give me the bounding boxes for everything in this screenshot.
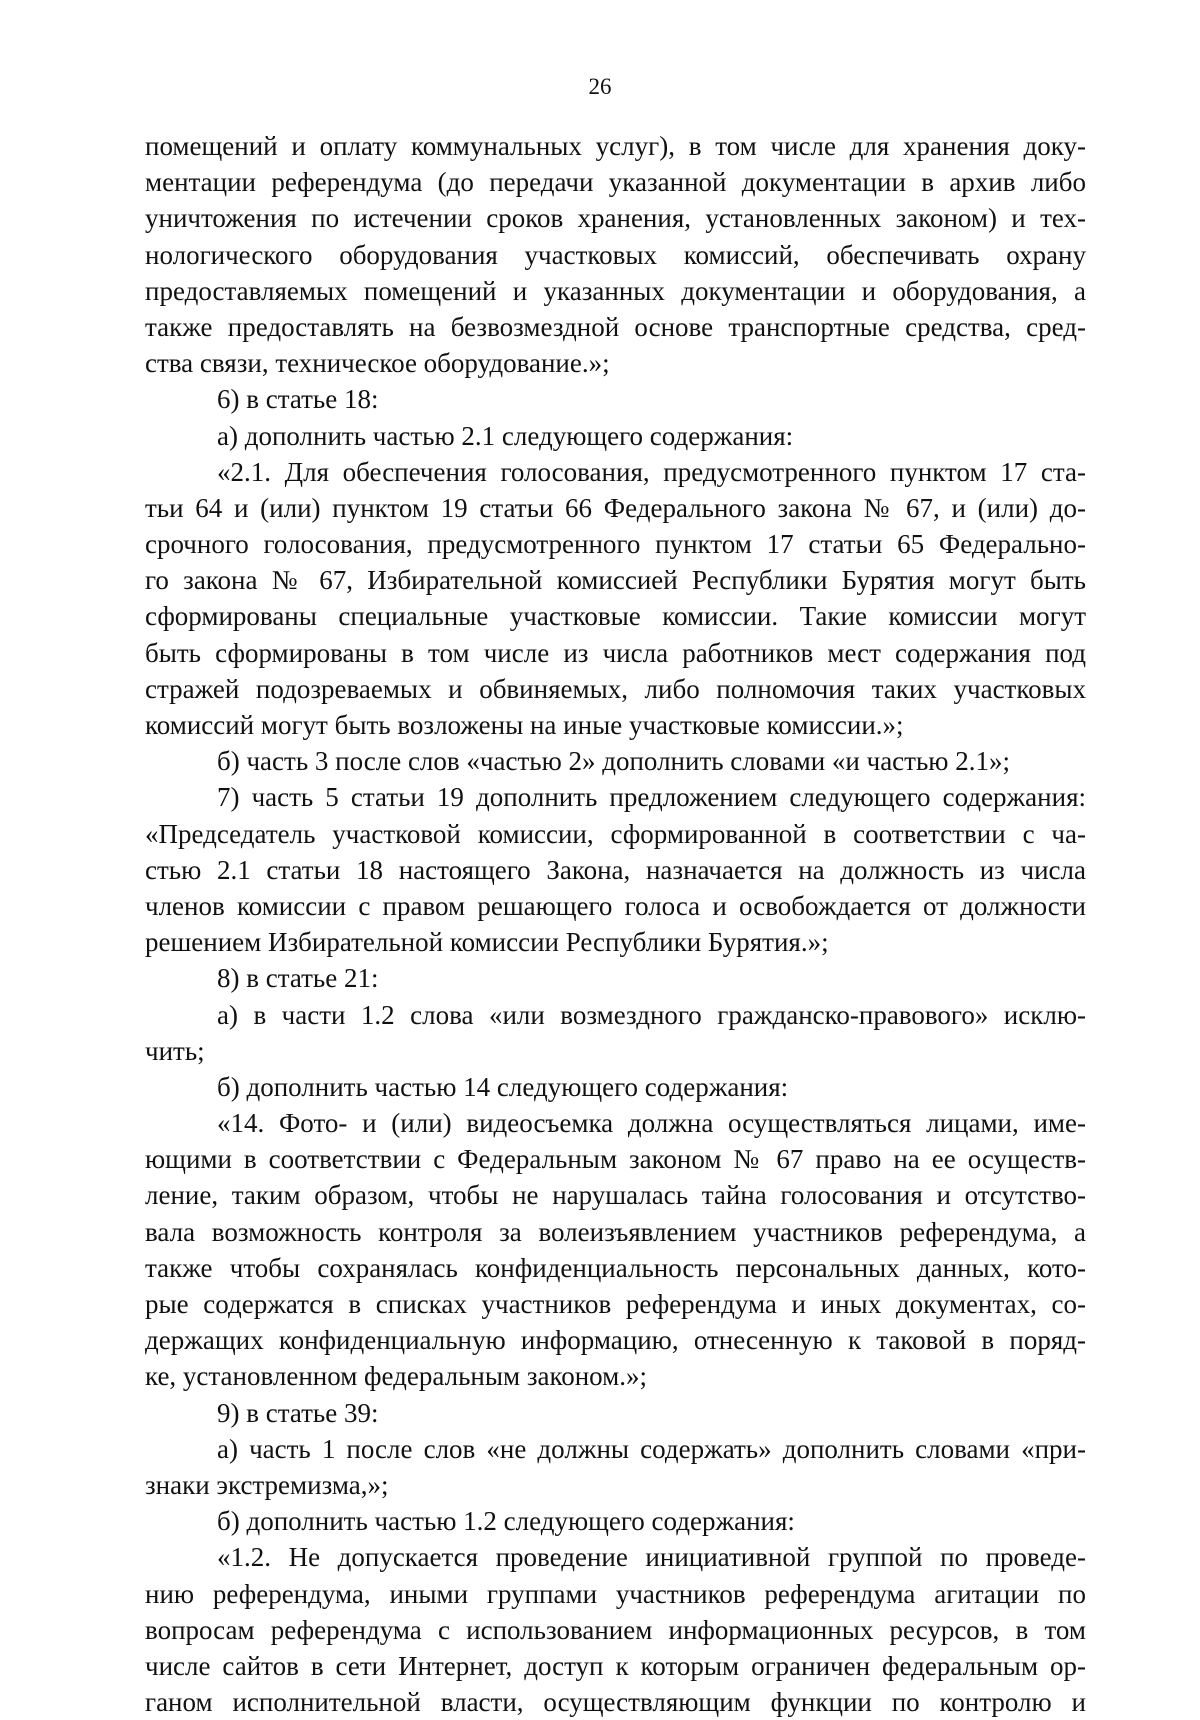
text-line: 7) часть 5 статьи 19 дополнить предложением следующего содержания: — [217, 782, 1086, 813]
text-line: знаки экстремизма,»; — [145, 1469, 389, 1500]
text-line: ганом исполнительной власти, осуществляющим функции по контролю и — [145, 1687, 1086, 1718]
text-line: ке, установленном федеральным законом.»; — [145, 1361, 647, 1392]
text-line: также предоставлять на безвозмездной основе транспортные средства, сред- — [145, 311, 1086, 342]
text-line: а) в части 1.2 слова «или возмездного гражданско-правового» исклю- — [217, 999, 1086, 1030]
text-line: вала возможность контроля за волеизъявлением участников референдума, а — [145, 1216, 1086, 1247]
text-line: а) дополнить частью 2.1 следующего содержания: — [217, 420, 794, 451]
text-line: 9) в статье 39: — [217, 1397, 379, 1428]
page-number: 26 — [588, 74, 612, 99]
text-line: срочного голосования, предусмотренного пунктом 17 статьи 65 Федерально- — [145, 529, 1086, 560]
text-line: «1.2. Не допускается проведение инициативной группой по проведе- — [217, 1542, 1086, 1573]
text-line: а) часть 1 после слов «не должны содержать» дополнить словами «при- — [217, 1433, 1086, 1464]
text-line: б) дополнить частью 14 следующего содержания: — [217, 1071, 789, 1102]
text-line: быть сформированы в том числе из числа работников мест содержания под — [145, 637, 1086, 668]
text-line: стражей подозреваемых и обвиняемых, либо полномочия таких участковых — [145, 673, 1086, 704]
text-line: ление, таким образом, чтобы не нарушалась тайна голосования и отсутство- — [145, 1180, 1086, 1211]
text-line: предоставляемых помещений и указанных документации и оборудования, а — [145, 275, 1086, 306]
text-line: сформированы специальные участковые комиссии. Такие комиссии могут — [145, 601, 1086, 632]
text-line: решением Избирательной комиссии Республики Бурятия.»; — [145, 927, 829, 958]
text-line: вопросам референдума с использованием информационных ресурсов, в том — [145, 1614, 1086, 1645]
text-line: ментации референдума (до передачи указанной документации в архив либо — [145, 167, 1086, 198]
text-line: тьи 64 и (или) пунктом 19 статьи 66 Федерального закона № 67, и (или) до- — [145, 492, 1086, 523]
text-line: чить; — [145, 1035, 205, 1066]
text-line: держащих конфиденциальную информацию, отнесенную к таковой в поряд- — [145, 1325, 1086, 1356]
text-line: го закона № 67, Избирательной комиссией Республики Бурятия могут быть — [145, 565, 1086, 596]
text-line: также чтобы сохранялась конфиденциальность персональных данных, кото- — [145, 1252, 1086, 1283]
text-line: членов комиссии с правом решающего голоса и освобождается от должности — [145, 890, 1086, 921]
text-line: уничтожения по истечении сроков хранения, установленных законом) и тех- — [145, 203, 1086, 234]
text-line: числе сайтов в сети Интернет, доступ к которым ограничен федеральным ор- — [145, 1650, 1086, 1681]
text-line: б) часть 3 после слов «частью 2» дополнить словами «и частью 2.1»; — [217, 746, 1010, 777]
text-line: рые содержатся в списках участников референдума и иных документах, со- — [145, 1289, 1086, 1319]
text-line: нологического оборудования участковых комиссий, обеспечивать охрану — [145, 239, 1086, 270]
text-line: нию референдума, иными группами участников референдума агитации по — [145, 1578, 1086, 1609]
text-line: б) дополнить частью 1.2 следующего содержания: — [217, 1506, 795, 1537]
text-line: ющими в соответствии с Федеральным законом № 67 право на ее осуществ- — [145, 1144, 1086, 1175]
text-line: «14. Фото- и (или) видеосъемка должна осуществляться лицами, име- — [217, 1108, 1086, 1139]
text-line: комиссий могут быть возложены на иные участковые комиссии.»; — [145, 710, 904, 740]
document-body — [145, 128, 1086, 1720]
text-line: помещений и оплату коммунальных услуг), в том числе для хранения доку- — [145, 131, 1086, 161]
text-line: 6) в статье 18: — [217, 384, 379, 415]
text-line: «Председатель участковой комиссии, сформированной в соответствии с ча- — [145, 818, 1086, 849]
text-line: ства связи, техническое оборудование.»; — [145, 348, 610, 379]
text-line: 8) в статье 21: — [217, 963, 379, 994]
text-line: стью 2.1 статьи 18 настоящего Закона, назначается на должность из числа — [145, 854, 1086, 885]
text-line: «2.1. Для обеспечения голосования, предусмотренного пунктом 17 ста- — [217, 456, 1086, 487]
